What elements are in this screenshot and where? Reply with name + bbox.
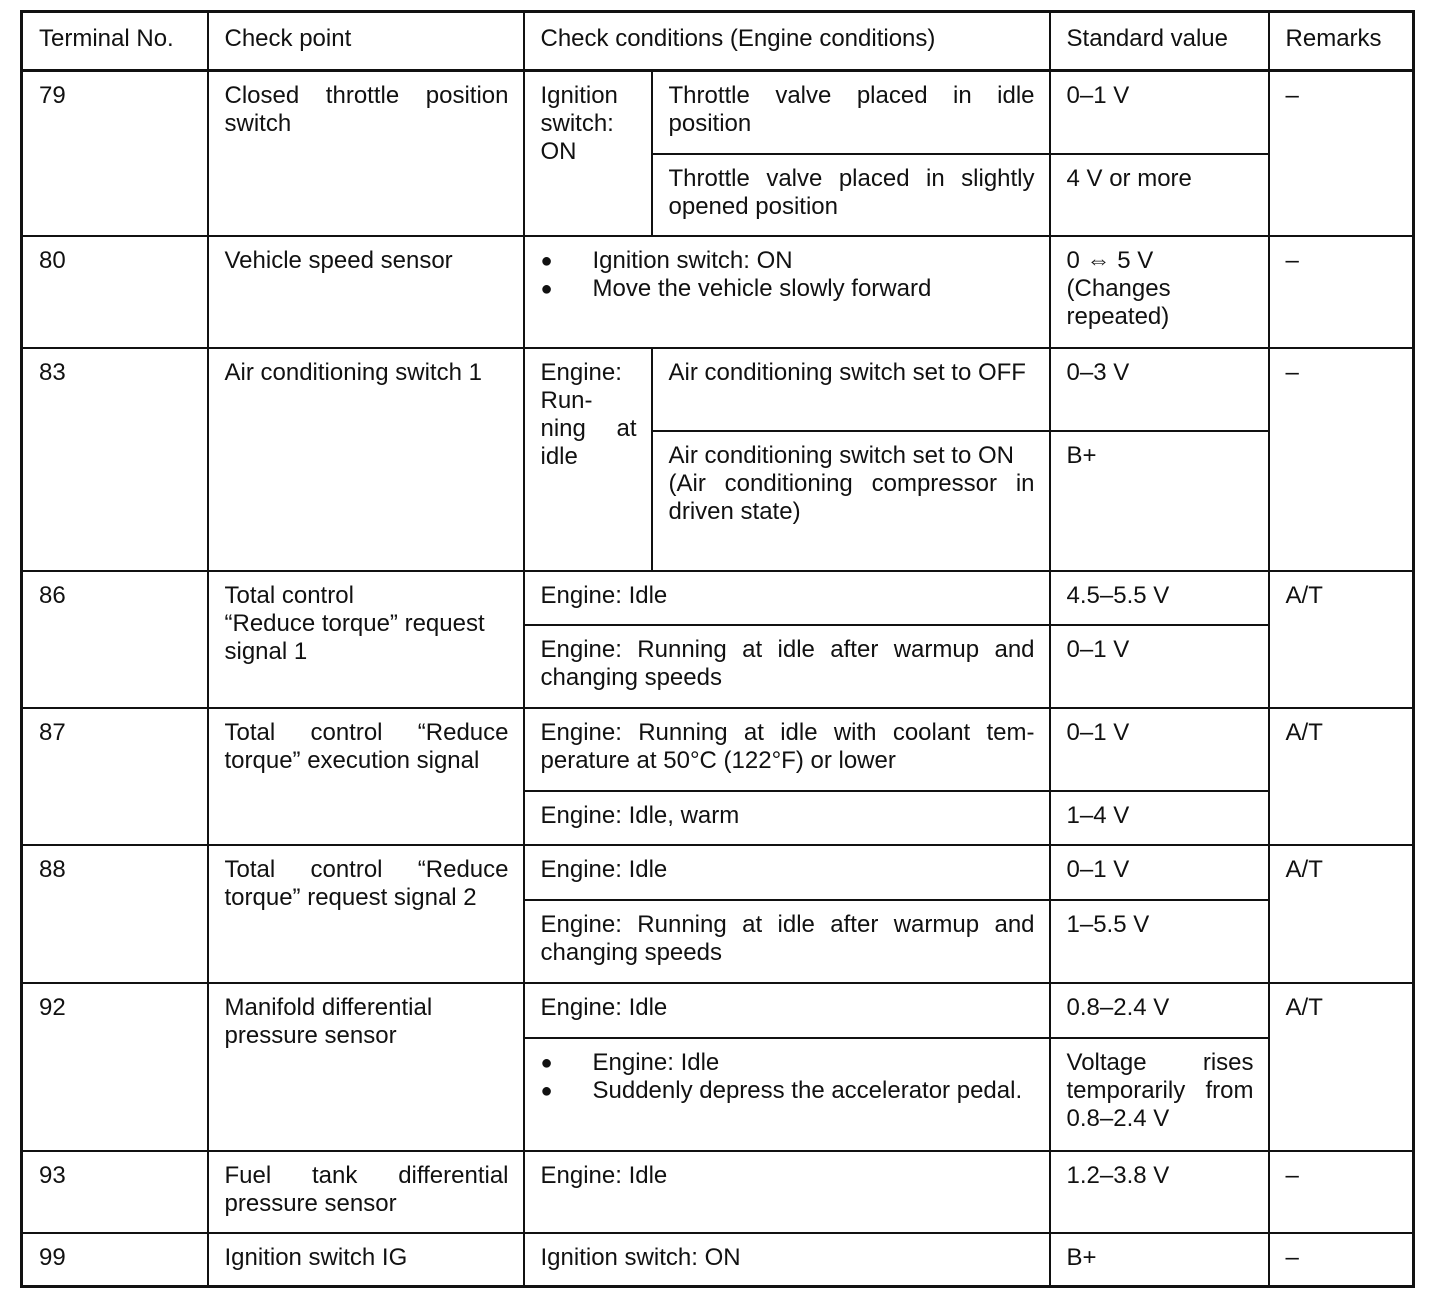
- remarks: –: [1269, 348, 1414, 571]
- terminal-no: 79: [22, 71, 208, 236]
- check-point: Closed throttle position switch: [208, 71, 524, 236]
- terminal-no: 83: [22, 348, 208, 571]
- condition: Engine: Idle: [524, 1151, 1050, 1233]
- standard-value: Voltage rises temporarily from 0.8–2.4 V: [1050, 1038, 1269, 1151]
- terminal-no: 88: [22, 845, 208, 983]
- remarks: A/T: [1269, 571, 1414, 708]
- standard-value: 4 V or more: [1050, 154, 1269, 236]
- condition: Engine: Idle: [524, 983, 1050, 1038]
- condition-note: (Air conditioning compressor in driven state): [668, 469, 1035, 525]
- check-point: Fuel tank differential pressure sensor: [208, 1151, 524, 1233]
- standard-value: 0–1 V: [1050, 708, 1269, 791]
- condition: [524, 1038, 1050, 1151]
- check-point: Total control “Reduce torque” request signal 2: [208, 845, 524, 983]
- header-standard-value: Standard value: [1050, 12, 1269, 71]
- table-row: [22, 1233, 1414, 1287]
- check-point: [208, 571, 524, 708]
- check-point: Air conditioning switch 1: [208, 348, 524, 571]
- check-point: Manifold differential pressure sensor: [208, 983, 524, 1151]
- table-row: [22, 236, 1414, 348]
- standard-value: 0–3 V: [1050, 348, 1269, 431]
- standard-value: B+: [1050, 431, 1269, 571]
- table-row: [22, 983, 1414, 1038]
- remarks: –: [1269, 1233, 1414, 1287]
- standard-value: 0.8–2.4 V: [1050, 983, 1269, 1038]
- condition: Engine: Idle: [524, 571, 1050, 625]
- remarks: A/T: [1269, 708, 1414, 845]
- check-table-page: [20, 10, 1415, 1288]
- terminal-check-table: [20, 10, 1415, 1288]
- condition: Throttle valve placed in slightly opened position: [652, 154, 1050, 236]
- condition: [524, 236, 1050, 348]
- table-row: [22, 1151, 1414, 1233]
- check-point: Total control “Reduce torque” execution signal: [208, 708, 524, 845]
- header-conditions: Check conditions (Engine conditions): [524, 12, 1050, 71]
- standard-value: 1–4 V: [1050, 791, 1269, 845]
- bullet-item: ● Suddenly depress the accelerator pedal.: [541, 1077, 1035, 1105]
- terminal-no: 92: [22, 983, 208, 1151]
- standard-value: 0–1 V: [1050, 625, 1269, 708]
- condition-group: Engine: Run- ning at idle: [524, 348, 652, 571]
- condition-bullets: [541, 247, 1035, 303]
- condition: [652, 431, 1050, 571]
- standard-value: 1.2–3.8 V: [1050, 1151, 1269, 1233]
- terminal-no: 93: [22, 1151, 208, 1233]
- standard-value: B+: [1050, 1233, 1269, 1287]
- condition: Engine: Running at idle after warmup and changing speeds: [524, 625, 1050, 708]
- check-point: Vehicle speed sensor: [208, 236, 524, 348]
- remarks: A/T: [1269, 983, 1414, 1151]
- condition: Ignition switch: ON: [524, 1233, 1050, 1287]
- header-remarks: Remarks: [1269, 12, 1414, 71]
- condition: Engine: Running at idle after warmup and changing speeds: [524, 900, 1050, 983]
- table-row: [22, 708, 1414, 791]
- standard-value: 1–5.5 V: [1050, 900, 1269, 983]
- remarks: A/T: [1269, 845, 1414, 983]
- bullet-item: ● Engine: Idle: [541, 1049, 1035, 1077]
- header-terminal: Terminal No.: [22, 12, 208, 71]
- header-check-point: Check point: [208, 12, 524, 71]
- terminal-no: 86: [22, 571, 208, 708]
- check-point-line: Total control: [224, 581, 354, 609]
- standard-value: 0 ⇔ 5 V (Changes repeated): [1050, 236, 1269, 348]
- condition-text: Air conditioning switch set to ON: [668, 441, 1014, 469]
- condition: Throttle valve placed in idle position: [652, 71, 1050, 154]
- table-row: [22, 845, 1414, 900]
- condition: Engine: Idle, warm: [524, 791, 1050, 845]
- table-row: [22, 71, 1414, 154]
- remarks: –: [1269, 71, 1414, 236]
- check-point-line: “Reduce torque” request signal 1: [224, 609, 485, 665]
- remarks: –: [1269, 236, 1414, 348]
- terminal-no: 87: [22, 708, 208, 845]
- table-row: [22, 571, 1414, 625]
- condition: Engine: Running at idle with coolant tem- perature at 50°C (122°F) or lower: [524, 708, 1050, 791]
- standard-value: 0–1 V: [1050, 845, 1269, 900]
- table-row: [22, 348, 1414, 431]
- bullet-item: ● Ignition switch: ON: [541, 247, 1035, 275]
- standard-value: 0–1 V: [1050, 71, 1269, 154]
- condition-bullets: [541, 1049, 1035, 1105]
- condition-group: Ignition switch: ON: [524, 71, 652, 236]
- bullet-item: ● Move the vehicle slowly forward: [541, 275, 1035, 303]
- condition: Air conditioning switch set to OFF: [652, 348, 1050, 431]
- terminal-no: 80: [22, 236, 208, 348]
- standard-value: 4.5–5.5 V: [1050, 571, 1269, 625]
- remarks: –: [1269, 1151, 1414, 1233]
- condition: Engine: Idle: [524, 845, 1050, 900]
- table-header-row: [22, 12, 1414, 71]
- terminal-no: 99: [22, 1233, 208, 1287]
- check-point: Ignition switch IG: [208, 1233, 524, 1287]
